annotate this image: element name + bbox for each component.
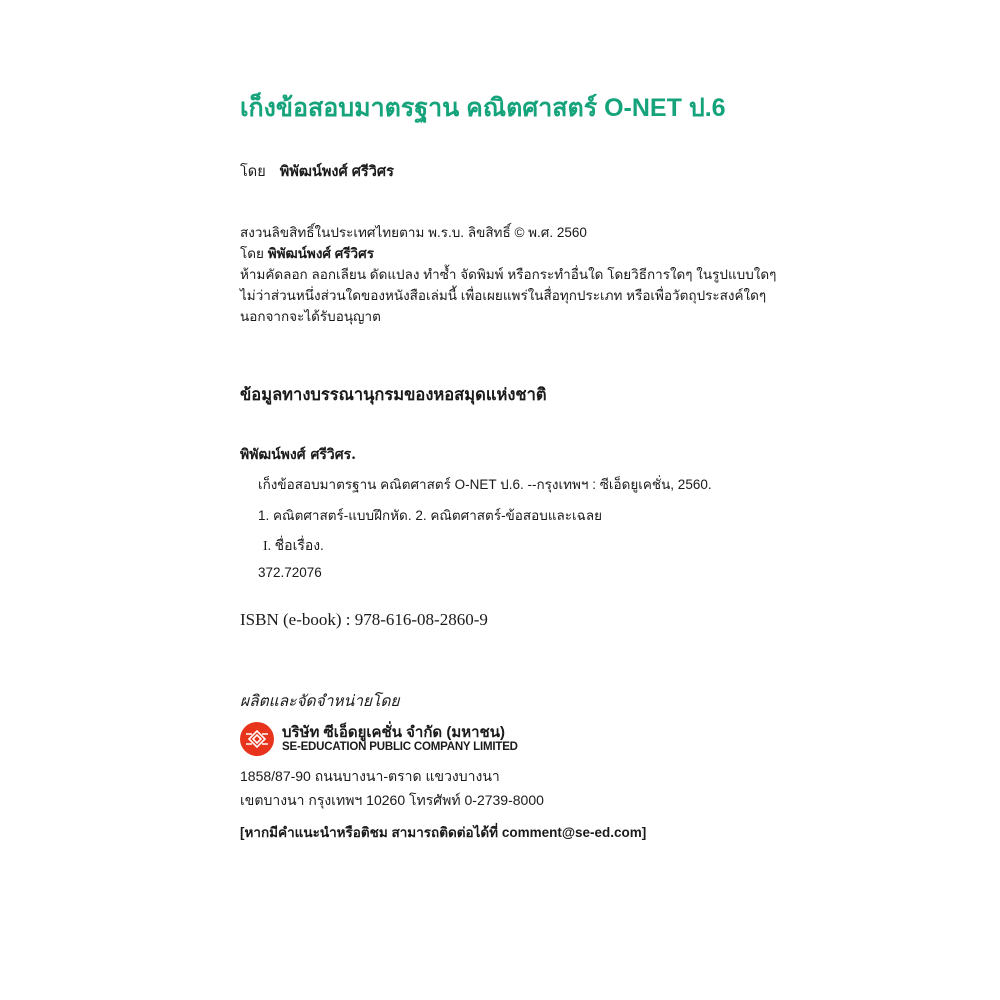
address-line-1: 1858/87-90 ถนนบางนา-ตราด แขวงบางนา [240,768,500,784]
cip-subjects: 1. คณิตศาสตร์-แบบฝึกหัด. 2. คณิตศาสตร์-ข้อสอบและเฉลย [258,508,603,523]
copyright-restriction-2: ไม่ว่าส่วนหนึ่งส่วนใดของหนังสือเล่มนี้ เพื่อเผยแพร่ในสื่อทุกประเภท หรือเพื่อวัตถุประสงค์ใดๆ [240,288,767,303]
company-name-english: SE-EDUCATION PUBLIC COMPANY LIMITED [282,741,518,753]
cip-classification: 372.72076 [258,565,322,580]
isbn: ISBN (e-book) : 978-616-08-2860-9 [240,610,488,629]
copyright-restriction-3: นอกจากจะได้รับอนุญาต [240,309,381,324]
by-label: โดย [240,164,266,180]
copyright-author: พิพัฒน์พงศ์ ศรีวิศร [267,246,374,261]
suggestion-contact: [หากมีคำแนะนำหรือติชม สามารถติดต่อได้ที่ comment@se-ed.com] [240,825,647,840]
cip-heading: ข้อมูลทางบรรณานุกรมของหอสมุดแห่งชาติ [240,385,547,404]
cip-title-entry: I. ชื่อเรื่อง. [263,539,324,554]
copyright-restriction-1: ห้ามคัดลอก ลอกเลียน ดัดแปลง ทำซ้ำ จัดพิมพ์ หรือกระทำอื่นใด โดยวิธีการใดๆ ในรูปแบบใดๆ [240,267,777,282]
book-title: เก็งข้อสอบมาตรฐาน คณิตศาสตร์ O-NET ป.6 [240,94,726,122]
produced-by-label: ผลิตและจัดจำหน่ายโดย [240,693,400,710]
author-name: พิพัฒน์พงศ์ ศรีวิศร [279,164,394,180]
cip-author: พิพัฒน์พงศ์ ศรีวิศร. [240,447,357,463]
copyright-author-line [240,243,776,264]
address-line-2: เขตบางนา กรุงเทพฯ 10260 โทรศัพท์ 0-2739-8000 [240,792,544,808]
byline [240,160,394,183]
copyright-notice [240,222,776,327]
copyright-by-label: โดย [240,246,264,261]
se-ed-logo-icon [240,722,274,756]
cip-description: เก็งข้อสอบมาตรฐาน คณิตศาสตร์ O-NET ป.6. --กรุงเทพฯ : ซีเอ็ดยูเคชั่น, 2560. [258,477,712,492]
company-name-thai: บริษัท ซีเอ็ดยูเคชั่น จำกัด (มหาชน) [282,724,505,741]
copyright-line: สงวนลิขสิทธิ์ในประเทศไทยตาม พ.ร.บ. ลิขสิทธิ์ © พ.ศ. 2560 [240,225,587,240]
